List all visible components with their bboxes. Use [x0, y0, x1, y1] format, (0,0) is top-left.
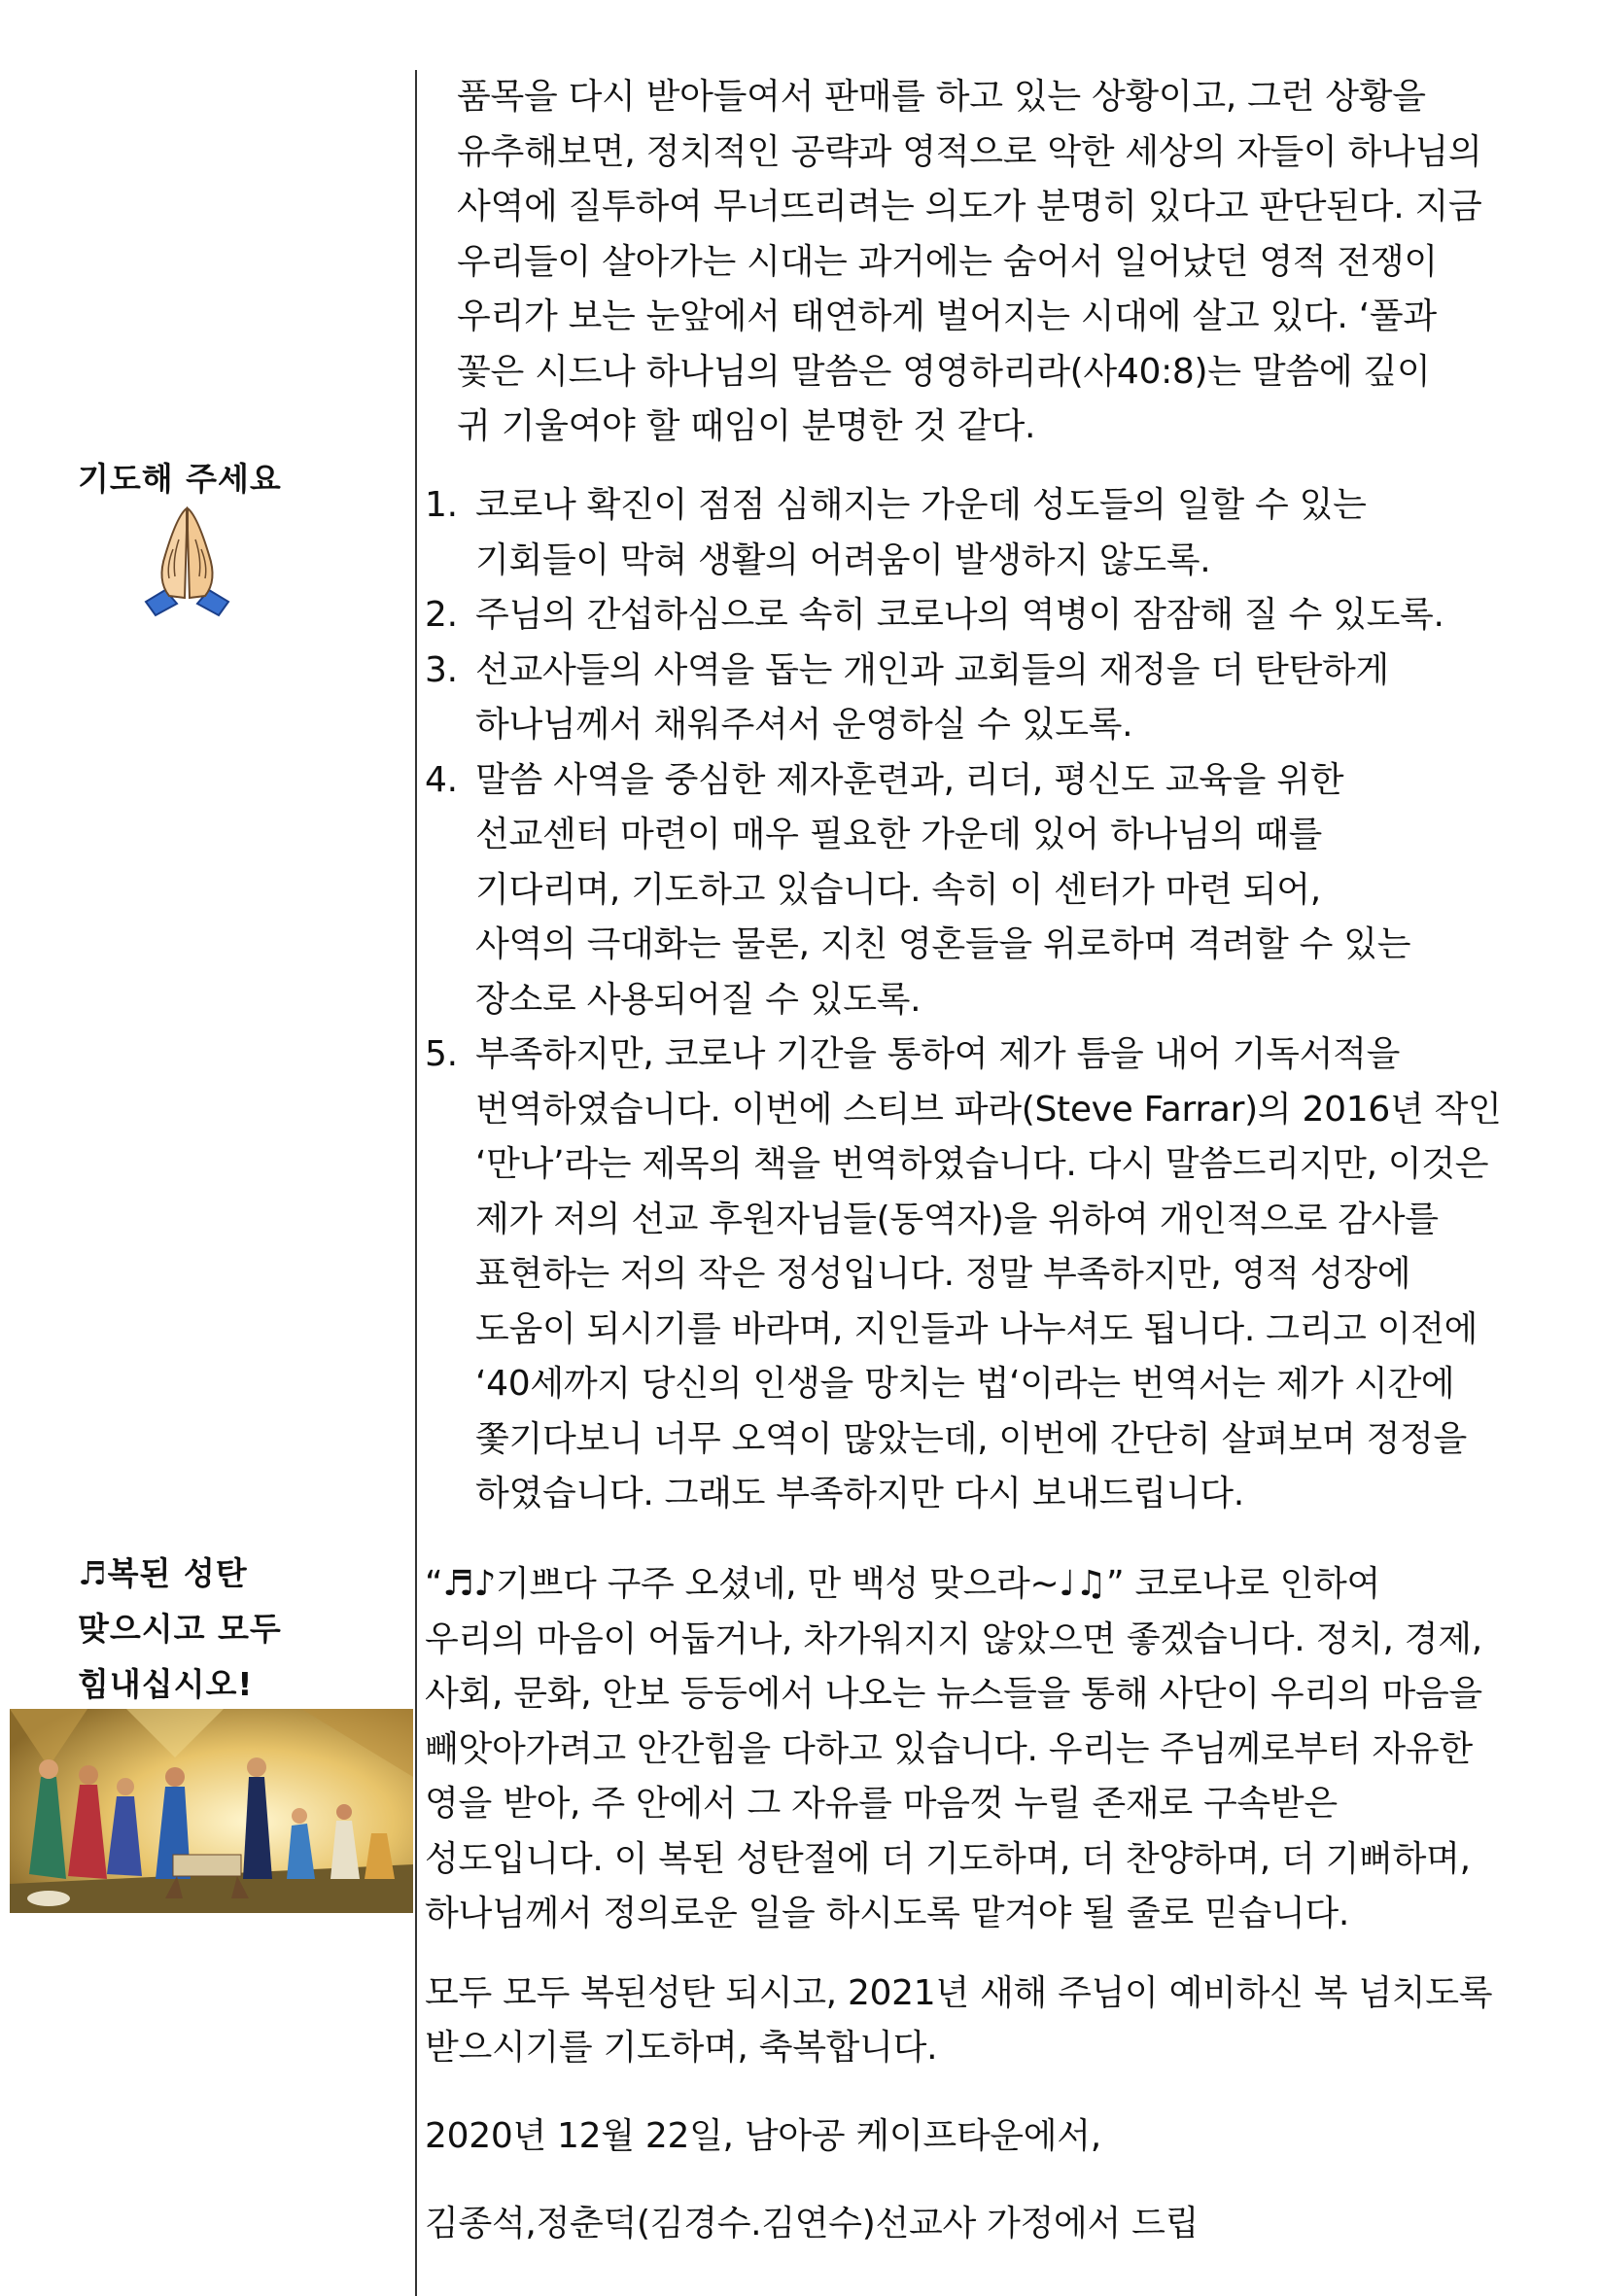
prayer-item-line: 하나님께서 채워주셔서 운영하실 수 있도록. [475, 705, 1133, 745]
column-divider [415, 70, 417, 2296]
prayer-item [425, 478, 1502, 588]
prayer-item-line: 하였습니다. 그래도 부족하지만 다시 보내드립니다. [475, 1474, 1244, 1513]
text-line: 우리가 보는 눈앞에서 태연하게 벌어지는 시대에 살고 있다. ‘풀과 [457, 296, 1437, 336]
prayer-item-line: 사역의 극대화는 물론, 지친 영혼들을 위로하며 격려할 수 있는 [475, 924, 1411, 964]
closing-section [425, 1557, 1492, 2252]
top-paragraph [457, 70, 1481, 455]
prayer-item-line: 쫓기다보니 너무 오역이 많았는데, 이번에 간단히 살펴보며 정정을 [475, 1418, 1467, 1459]
prayer-item-line: ‘만나’라는 제목의 책을 번역하였습니다. 다시 말씀드리지만, 이것은 [475, 1144, 1489, 1184]
prayer-item-line: 주님의 간섭하심으로 속히 코로나의 역병이 잠잠해 질 수 있도록. [475, 595, 1444, 635]
christmas-greeting-line: ♬복된 성탄 [78, 1554, 248, 1592]
text-line: 품목을 다시 받아들여서 판매를 하고 있는 상황이고, 그런 상황을 [457, 77, 1426, 117]
prayer-item-line: 표현하는 저의 작은 정성입니다. 정말 부족하지만, 영적 성장에 [475, 1254, 1411, 1294]
christmas-greeting-line: 맞으시고 모두 [78, 1610, 282, 1648]
text-line: 하나님께서 정의로운 일을 하시도록 맡겨야 될 줄로 믿습니다. [425, 1894, 1350, 1933]
prayer-item-number: 3. [425, 649, 458, 690]
text-line: 꽃은 시드나 하나님의 말씀은 영영하리라(사40:8)는 말씀에 깊이 [457, 351, 1431, 392]
text-line: 우리의 마음이 어둡거나, 차가워지지 않았으면 좋겠습니다. 정치, 경제, [425, 1618, 1482, 1659]
text-line: 사회, 문화, 안보 등등에서 나오는 뉴스들을 통해 사단이 우리의 마음을 [425, 1674, 1482, 1714]
text-line: 모두 모두 복된성탄 되시고, 2021년 새해 주님이 예비하신 복 넘치도록 [425, 1972, 1493, 2013]
prayer-item [425, 753, 1502, 1028]
prayer-item [425, 644, 1502, 753]
prayer-item-line: 부족하지만, 코로나 기간을 통하여 제가 틈을 내어 기독서적을 [475, 1034, 1401, 1074]
text-line: 유추해보면, 정치적인 공략과 영적으로 악한 세상의 자들이 하나님의 [457, 131, 1482, 172]
prayer-item-line: 선교센터 마련이 매우 필요한 가운데 있어 하나님의 때를 [475, 815, 1322, 854]
prayer-item [425, 1027, 1502, 1522]
nativity-scene-image [10, 1709, 413, 1913]
date-line: 2020년 12월 22일, 남아공 케이프타운에서, [425, 2115, 1101, 2156]
prayer-item-line: 번역하였습니다. 이번에 스티브 파라(Steve Farrar)의 2016년 작인 [475, 1089, 1502, 1130]
prayer-item-line: 도움이 되시기를 바라며, 지인들과 나누셔도 됩니다. 그리고 이전에 [475, 1308, 1478, 1349]
prayer-item-line: 말씀 사역을 중심한 제자훈련과, 리더, 평신도 교육을 위한 [475, 759, 1344, 800]
blessing-paragraph [425, 1966, 1492, 2076]
text-line: 사역에 질투하여 무너뜨리려는 의도가 분명히 있다고 판단된다. 지금 [457, 187, 1482, 226]
christmas-greeting-line: 힘내십시오! [78, 1665, 254, 1703]
prayer-item-line: 코로나 확진이 점점 심해지는 가운데 성도들의 일할 수 있는 [475, 485, 1367, 525]
prayer-item-line: 장소로 사용되어질 수 있도록. [475, 979, 922, 1020]
prayer-item-line: 기회들이 막혀 생활의 어려움이 발생하지 않도록. [475, 539, 1211, 580]
prayer-heading: 기도해 주세요 [78, 460, 282, 498]
prayer-item-number: 4. [425, 759, 458, 800]
praying-hands-icon [136, 501, 238, 617]
prayer-item [425, 588, 1502, 644]
text-line: 우리들이 살아가는 시대는 과거에는 숨어서 일어났던 영적 전쟁이 [457, 241, 1438, 282]
signature: 김종석,정춘덕(김경수.김연수)선교사 가정에서 드립 [425, 2204, 1200, 2244]
prayer-item-number: 2. [425, 595, 458, 635]
text-line: 빼앗아가려고 안간힘을 다하고 있습니다. 우리는 주님께로부터 자유한 [425, 1728, 1473, 1769]
text-line: 받으시기를 기도하며, 축복합니다. [425, 2028, 938, 2068]
prayer-item-number: 1. [425, 485, 458, 525]
text-line: 영을 받아, 주 안에서 그 자유를 마음껏 누릴 존재로 구속받은 [425, 1784, 1338, 1824]
prayer-item-number: 5. [425, 1034, 458, 1074]
prayer-item-line: 기다리며, 기도하고 있습니다. 속히 이 센터가 마련 되어, [475, 869, 1321, 910]
text-line: “♬♪기쁘다 구주 오셨네, 만 백성 맞으라~♩♫” 코로나로 인하여 [425, 1564, 1381, 1604]
christmas-paragraph [425, 1557, 1492, 1942]
prayer-item-line: 제가 저의 선교 후원자님들(동역자)을 위하여 개인적으로 감사를 [475, 1199, 1439, 1239]
text-line: 성도입니다. 이 복된 성탄절에 더 기도하며, 더 찬양하며, 더 기뻐하며, [425, 1838, 1471, 1879]
christmas-greeting [78, 1546, 282, 1712]
prayer-item-line: ‘40세까지 당신의 인생을 망치는 법‘이라는 번역서는 제가 시간에 [475, 1364, 1455, 1404]
prayer-list [425, 478, 1502, 1522]
prayer-item-line: 선교사들의 사역을 돕는 개인과 교회들의 재정을 더 탄탄하게 [475, 649, 1389, 690]
text-line: 귀 기울여야 할 때임이 분명한 것 같다. [457, 406, 1036, 446]
